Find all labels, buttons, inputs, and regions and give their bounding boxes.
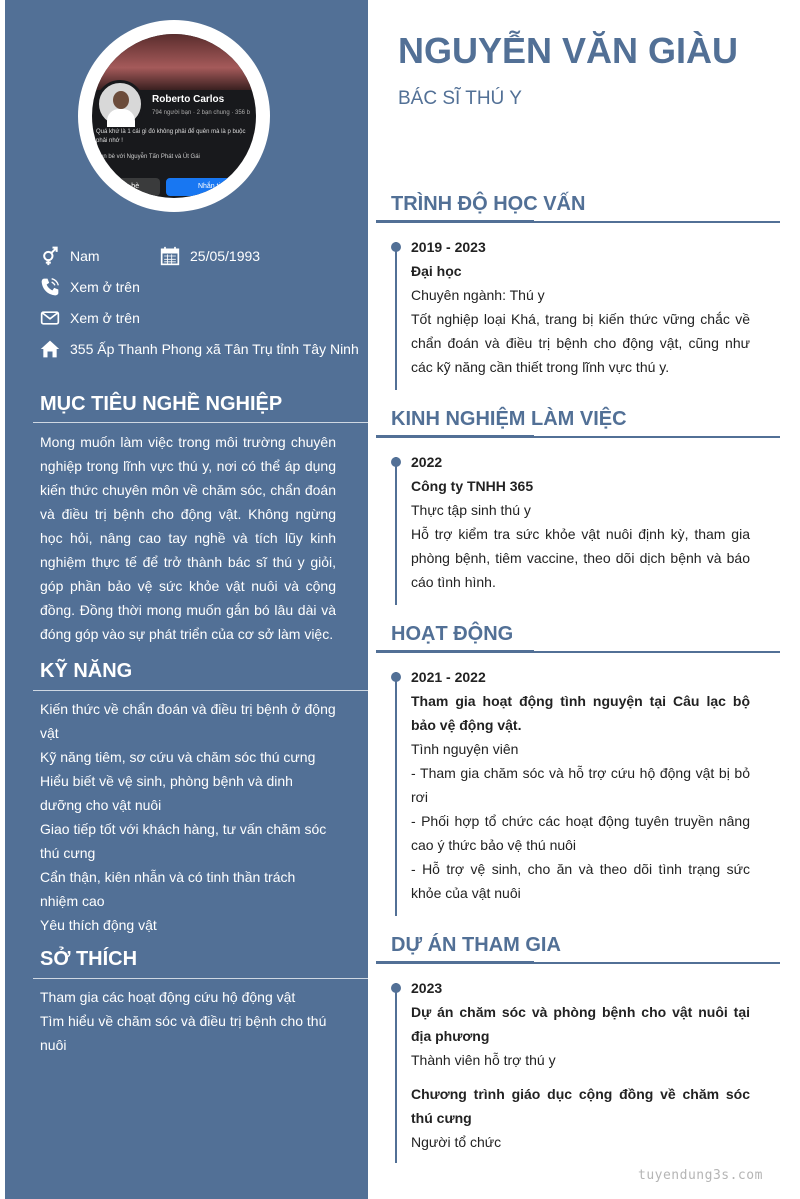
avatar-fb-friends: 794 người bạn · 2 bạn chung · 356 b — [152, 110, 251, 116]
job-title: BÁC SĨ THÚ Y — [398, 88, 522, 109]
phone-value: Xem ở trên — [70, 279, 140, 295]
project-role: Người tổ chức — [411, 1134, 502, 1150]
avatar-profile-pic — [96, 80, 144, 128]
gender-value: Nam — [70, 248, 100, 264]
activities-role: Tình nguyện viên — [411, 741, 519, 757]
experience-heading: KINH NGHIỆM LÀM VIỆC — [391, 408, 627, 430]
timeline-line — [395, 672, 397, 916]
list-item: Yêu thích động vật — [40, 917, 157, 933]
avatar-fb-bio: Quá khứ là 1 cái gì đó không phải để quên mà là p buộc phải nhớ ! — [96, 129, 246, 144]
education-level: Đại học — [411, 263, 462, 279]
timeline-line — [395, 983, 397, 1163]
list-item: Tìm hiểu về chăm sóc và điều trị bệnh cho thú nuôi — [40, 1013, 327, 1053]
skills-list — [40, 697, 336, 937]
email-icon — [40, 308, 60, 328]
address-value: 355 Ấp Thanh Phong xã Tân Trụ tỉnh Tây Ninh — [70, 341, 359, 357]
divider-accent — [376, 220, 534, 223]
divider — [33, 978, 368, 979]
contact-address — [40, 339, 359, 359]
gender-icon — [40, 246, 60, 266]
divider — [33, 690, 368, 691]
candidate-name: NGUYỄN VĂN GIÀU — [398, 30, 739, 71]
timeline-dot — [391, 672, 401, 682]
avatar-fb-mutual: Bạn bè với Nguyễn Tấn Phát và Út Gái — [96, 154, 200, 160]
sidebar — [5, 0, 368, 1199]
birthday-value: 25/05/1993 — [190, 248, 261, 264]
avatar-fb-friends-button: Bạn bè — [96, 178, 160, 196]
list-item: - Phối hợp tổ chức các hoạt động tuyên truyền nâng cao ý thức bảo vệ thú nuôi — [411, 813, 750, 853]
projects-heading: DỰ ÁN THAM GIA — [391, 934, 561, 956]
experience-position: Thực tập sinh thú y — [411, 502, 531, 518]
list-item: - Hỗ trợ vệ sinh, cho ăn và theo dõi tình trạng sức khỏe của vật nuôi — [411, 861, 750, 901]
home-icon — [40, 339, 60, 359]
project-role: Thành viên hỗ trợ thú y — [411, 1052, 556, 1068]
projects-period: 2023 — [411, 980, 443, 996]
divider-accent — [376, 650, 534, 653]
project-title: Chương trình giáo dục cộng đồng về chăm sóc thú cưng — [411, 1086, 750, 1126]
projects-entry — [411, 976, 750, 1154]
education-period: 2019 - 2023 — [411, 239, 486, 255]
objective-heading: MỤC TIÊU NGHỀ NGHIỆP — [40, 393, 283, 415]
avatar-image — [92, 34, 256, 198]
list-item: Cẩn thận, kiên nhẫn và có tinh thần trách nhiệm cao — [40, 869, 296, 909]
timeline-dot — [391, 242, 401, 252]
watermark: tuyendung3s.com — [638, 1168, 763, 1183]
divider-accent — [376, 435, 534, 438]
list-item: Hiểu biết về vệ sinh, phòng bệnh và dinh dưỡng cho vật nuôi — [40, 773, 293, 813]
contact-gender — [40, 246, 100, 266]
divider — [33, 422, 368, 423]
education-major: Chuyên ngành: Thú y — [411, 287, 545, 303]
list-item: Tham gia các hoạt động cứu hộ động vật — [40, 989, 296, 1005]
activities-period: 2021 - 2022 — [411, 669, 486, 685]
list-item: - Tham gia chăm sóc và hỗ trợ cứu hộ động vật bị bỏ rơi — [411, 765, 750, 805]
timeline-dot — [391, 457, 401, 467]
education-heading: TRÌNH ĐỘ HỌC VẤN — [391, 193, 586, 215]
avatar — [78, 20, 270, 212]
list-item: Giao tiếp tốt với khách hàng, tư vấn chăm sóc thú cưng — [40, 821, 327, 861]
hobbies-list — [40, 985, 336, 1057]
education-desc: Tốt nghiệp loại Khá, trang bị kiến thức vững chắc về chẩn đoán và điều trị bệnh cho động vật, cũng như các kỹ năng cần thiết trong lĩnh vực thú y. — [411, 311, 750, 375]
avatar-fb-name: Roberto Carlos — [152, 94, 225, 105]
avatar-fb-message-button: Nhắn tin — [166, 178, 256, 196]
education-entry — [411, 235, 750, 379]
hobbies-heading: SỞ THÍCH — [40, 948, 138, 970]
timeline-line — [395, 242, 397, 390]
experience-company: Công ty TNHH 365 — [411, 478, 534, 494]
objective-text: Mong muốn làm việc trong môi trường chuyên nghiệp trong lĩnh vực thú y, nơi có thể áp dụng kiến thức chuyên môn về chăm sóc, chẩn đoán và điều trị bệnh cho động vật. Không ngừng học hỏi, nâng cao tay nghề và tích lũy kinh nghiệm thực tế để trở thành bác sĩ thú y giỏi, góp phần bảo vệ sức khỏe vật nuôi và cộng đồng. Đồng thời mong muốn gắn bó lâu dài và đóng góp vào sự phát triển của cơ sở làm việc. — [40, 434, 336, 642]
calendar-icon — [160, 246, 180, 266]
list-item: Kỹ năng tiêm, sơ cứu và chăm sóc thú cưng — [40, 749, 316, 765]
contact-phone — [40, 277, 140, 297]
divider-accent — [376, 961, 534, 964]
email-value: Xem ở trên — [70, 310, 140, 326]
activities-entry — [411, 665, 750, 905]
timeline-line — [395, 457, 397, 605]
activities-title: Tham gia hoạt động tình nguyện tại Câu lạc bộ bảo vệ động vật. — [411, 693, 750, 733]
experience-entry — [411, 450, 750, 594]
list-item: Kiến thức về chẩn đoán và điều trị bệnh ở động vật — [40, 701, 336, 741]
contact-email — [40, 308, 140, 328]
activities-heading: HOẠT ĐỘNG — [391, 623, 514, 645]
timeline-dot — [391, 983, 401, 993]
skills-heading: KỸ NĂNG — [40, 660, 133, 682]
contact-birthday — [160, 246, 260, 266]
experience-desc: Hỗ trợ kiểm tra sức khỏe vật nuôi định kỳ, tham gia phòng bệnh, tiêm vaccine, theo dõi dịch bệnh và báo cáo tình hình. — [411, 526, 750, 590]
project-title: Dự án chăm sóc và phòng bệnh cho vật nuôi tại địa phương — [411, 1004, 750, 1044]
phone-icon — [40, 277, 60, 297]
experience-period: 2022 — [411, 454, 443, 470]
